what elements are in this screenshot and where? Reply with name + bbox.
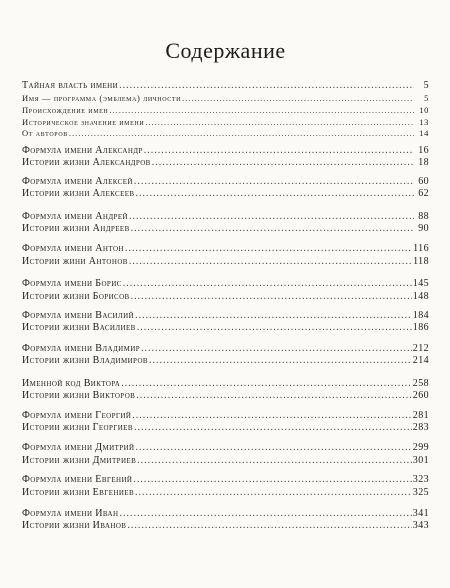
dot-leader xyxy=(134,176,414,188)
toc-entry-page: 116 xyxy=(413,243,429,254)
dot-leader xyxy=(127,520,411,532)
toc-entry-label: Формула имени Борис xyxy=(22,278,122,289)
toc-entry-label: Формула имени Дмитрий xyxy=(22,442,135,453)
toc-entry-label: Истории жини Антонов xyxy=(22,256,128,267)
dot-leader xyxy=(69,127,414,139)
dot-leader xyxy=(121,378,412,390)
toc-entry-label: Именной код Виктора xyxy=(22,378,121,389)
toc-entry-page: 341 xyxy=(412,508,429,519)
dot-leader xyxy=(135,487,412,499)
toc-entry-label: Формула имени Андрей xyxy=(22,211,128,222)
toc-entry[interactable] xyxy=(22,378,429,390)
toc-entry[interactable] xyxy=(22,487,429,499)
toc-entry[interactable] xyxy=(22,157,429,169)
toc-entry-page: 16 xyxy=(418,145,429,156)
toc-entry-page: 10 xyxy=(419,105,429,115)
dot-leader xyxy=(129,211,414,223)
toc-entry[interactable] xyxy=(22,243,429,255)
dot-leader xyxy=(144,145,414,157)
toc-entry-page: 14 xyxy=(419,128,429,138)
toc-entry[interactable] xyxy=(22,322,429,334)
toc-entry-page: 214 xyxy=(412,355,429,366)
toc-entry[interactable] xyxy=(22,80,429,92)
toc-entry-label: От авторов xyxy=(22,128,68,138)
toc-entry-page: 60 xyxy=(418,176,429,187)
toc-entry-label: Историческое значение имени xyxy=(22,117,145,127)
toc-entry-label: Происхождение имен xyxy=(22,105,109,115)
toc-entry-label: Истории жизни Викторов xyxy=(22,390,136,401)
toc-entry[interactable] xyxy=(22,422,429,434)
toc-entry[interactable] xyxy=(22,278,429,290)
toc-entry-label: Формула имени Евгений xyxy=(22,474,133,485)
toc-entry-label: Истории жизни Алексеев xyxy=(22,188,135,199)
toc-entry-page: 299 xyxy=(412,442,429,453)
toc-entry-page: 90 xyxy=(418,223,429,234)
toc-entry-label: Формула имени Алексей xyxy=(22,176,133,187)
toc-entry[interactable] xyxy=(22,355,429,367)
toc-entry-page: 145 xyxy=(412,278,429,289)
dot-leader xyxy=(129,256,412,268)
toc-entry-page: 258 xyxy=(412,378,429,389)
toc-entry-page: 186 xyxy=(412,322,429,333)
dot-leader xyxy=(109,104,414,116)
toc-entry[interactable] xyxy=(22,256,429,268)
toc-entry-page: 212 xyxy=(412,343,429,354)
toc-entry-page: 325 xyxy=(412,487,429,498)
toc-entry-label: Тайная власть имени xyxy=(22,80,119,91)
toc-entry-page: 184 xyxy=(412,310,429,321)
toc-entry[interactable] xyxy=(22,291,429,303)
bleed-through-text: · · · · · · · · · · · · · · · · · · · · · · · · · · · · · · · · · · · · · · · · · · · · · · · · · · · · · · · · · · · · · · · · · · · · · · · · · · · · · · · · · · · · · · · · · · · · · · · · · · · · · · · · · · · · · · · xyxy=(30,8,140,79)
toc-entry[interactable] xyxy=(22,145,429,157)
toc-entry-page: 343 xyxy=(412,520,429,531)
toc-entry[interactable] xyxy=(22,508,429,520)
toc-entry[interactable] xyxy=(22,474,429,486)
dot-leader xyxy=(149,355,412,367)
table-of-contents xyxy=(22,0,429,588)
dot-leader xyxy=(119,80,414,92)
toc-entry-page: 18 xyxy=(418,157,429,168)
toc-entry-label: Формула имени Александр xyxy=(22,145,143,156)
toc-entry-label: Формула имени Георгий xyxy=(22,410,132,421)
toc-entry-page: 62 xyxy=(418,188,429,199)
toc-entry-page: 13 xyxy=(419,117,429,127)
toc-entry[interactable] xyxy=(22,520,429,532)
toc-entry[interactable] xyxy=(22,442,429,454)
dot-leader xyxy=(119,508,411,520)
toc-entry[interactable] xyxy=(22,310,429,322)
toc-entry-label: Истории жизни Иванов xyxy=(22,520,127,531)
toc-entry-label: Истории жизни Андреев xyxy=(22,223,130,234)
dot-leader xyxy=(131,223,414,235)
dot-leader xyxy=(141,343,412,355)
toc-entry-label: Истории жизни Георгиев xyxy=(22,422,133,433)
toc-entry-page: 88 xyxy=(418,211,429,222)
dot-leader xyxy=(136,390,412,402)
toc-entry-label: Истории жизни Владимиров xyxy=(22,355,148,366)
toc-entry-page: 281 xyxy=(412,410,429,421)
dot-leader xyxy=(136,188,414,200)
toc-entry-label: Истории жизни Борисов xyxy=(22,291,130,302)
toc-entry[interactable] xyxy=(22,92,429,104)
toc-entry-label: Формула имени Владимир xyxy=(22,343,140,354)
toc-entry-label: Формула имени Антон xyxy=(22,243,124,254)
dot-leader xyxy=(137,322,412,334)
toc-entry-page: 5 xyxy=(424,93,429,103)
dot-leader xyxy=(137,455,412,467)
toc-entry[interactable] xyxy=(22,223,429,235)
dot-leader xyxy=(134,422,412,434)
toc-entry-page: 283 xyxy=(412,422,429,433)
toc-entry-label: Формула имени Василий xyxy=(22,310,135,321)
toc-entry[interactable] xyxy=(22,410,429,422)
toc-entry-label: Истории жизни Василиев xyxy=(22,322,136,333)
toc-entry-page: 301 xyxy=(412,455,429,466)
dot-leader xyxy=(152,157,414,169)
toc-entry-label: Истории жизни Евгениев xyxy=(22,487,135,498)
toc-entry[interactable] xyxy=(22,176,429,188)
toc-entry[interactable] xyxy=(22,127,429,139)
toc-entry-page: 260 xyxy=(412,390,429,401)
toc-entry-page: 118 xyxy=(413,256,429,267)
dot-leader xyxy=(133,474,411,486)
toc-entry[interactable] xyxy=(22,188,429,200)
toc-entry-label: Имя — программа (эмблема) личности xyxy=(22,93,182,103)
dot-leader xyxy=(132,410,412,422)
toc-entry[interactable] xyxy=(22,455,429,467)
toc-entry-label: Истории жизни Дмитриев xyxy=(22,455,137,466)
toc-entry[interactable] xyxy=(22,104,429,116)
page-title: Содержание xyxy=(165,38,286,63)
dot-leader xyxy=(136,442,412,454)
toc-entry-page: 148 xyxy=(412,291,429,302)
toc-entry-page: 5 xyxy=(423,80,429,91)
dot-leader xyxy=(182,92,414,104)
toc-entry[interactable] xyxy=(22,390,429,402)
dot-leader xyxy=(123,278,412,290)
toc-entry-page: 323 xyxy=(412,474,429,485)
toc-entry[interactable] xyxy=(22,211,429,223)
dot-leader xyxy=(131,291,412,303)
dot-leader xyxy=(125,243,412,255)
toc-entry[interactable] xyxy=(22,343,429,355)
dot-leader xyxy=(135,310,412,322)
toc-entry-label: Формула имени Иван xyxy=(22,508,119,519)
toc-entry-label: Истории жизни Александров xyxy=(22,157,151,168)
